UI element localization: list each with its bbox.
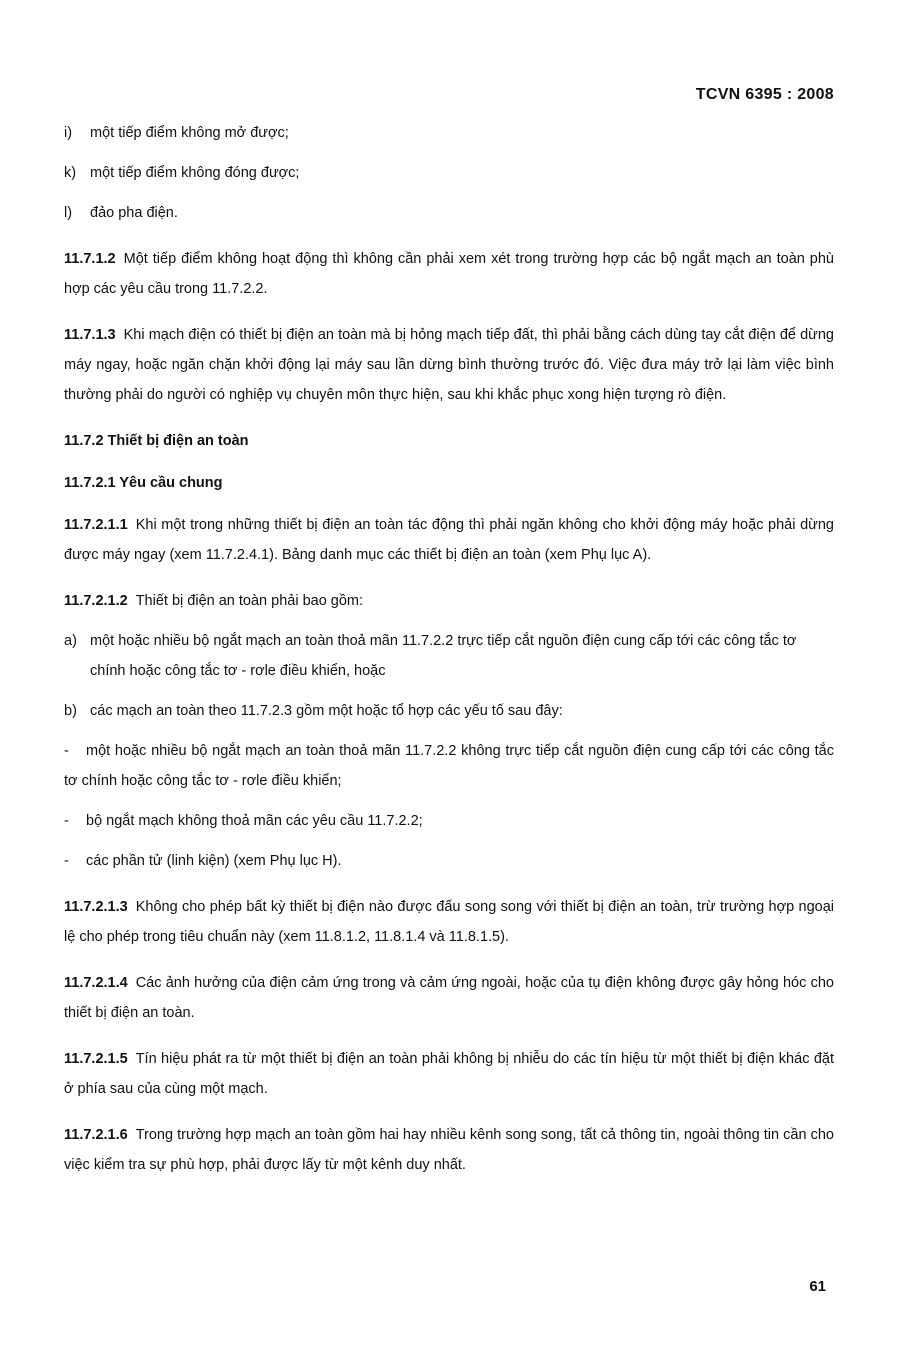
- clause-text: Không cho phép bất kỳ thiết bị điện nào được đấu song song với thiết bị điện an toàn, trừ trường hợp ngoại lệ cho phép trong tiêu chuẩn này (xem 11.8.1.2, 11.8.1.4 và 11.8.1.5).: [64, 899, 834, 945]
- clause-11-7-1-2: [64, 244, 834, 304]
- clause-11-7-2-1-3: [64, 892, 834, 952]
- list-item-text: các mạch an toàn theo 11.7.2.3 gồm một hoặc tổ hợp các yếu tố sau đây:: [90, 703, 563, 719]
- list-marker: b): [64, 703, 77, 719]
- clause-11-7-2-1-6: [64, 1120, 834, 1180]
- clause-number: 11.7.2.1.3: [64, 899, 128, 915]
- section-heading: 11.7.2 Thiết bị điện an toàn: [64, 433, 249, 449]
- dash-item-text: một hoặc nhiều bộ ngắt mạch an toàn thoả mãn 11.7.2.2 không trực tiếp cắt nguồn điện cung cấp tới các công tắc tơ chính hoặc công tắc tơ - rơle điều khiển;: [64, 743, 834, 789]
- clause-number: 11.7.2.1.5: [64, 1051, 128, 1067]
- dash-list-item: [64, 846, 834, 876]
- clause-text: Một tiếp điểm không hoạt động thì không cần phải xem xét trong trường hợp các bộ ngắt mạch an toàn phù hợp các yêu cầu trong 11.7.2.2.: [64, 251, 834, 297]
- page-number: 61: [809, 1278, 826, 1295]
- list-item: [64, 158, 834, 188]
- subsection-heading: 11.7.2.1 Yêu cầu chung: [64, 475, 223, 491]
- clause-11-7-1-3: [64, 320, 834, 410]
- list-item-text: một tiếp điểm không mở được;: [90, 125, 289, 141]
- clause-number: 11.7.2.1.1: [64, 517, 128, 533]
- dash-marker: -: [64, 743, 69, 759]
- clause-11-7-2-1-4: [64, 968, 834, 1028]
- list-item: [64, 696, 834, 726]
- dash-marker: -: [64, 813, 69, 829]
- clause-text: Trong trường hợp mạch an toàn gồm hai hay nhiều kênh song song, tất cả thông tin, ngoài thông tin cần cho việc kiểm tra sự phù hợp, phải được lấy từ một kênh duy nhất.: [64, 1127, 834, 1173]
- list-marker: i): [64, 125, 73, 141]
- clause-text: Thiết bị điện an toàn phải bao gồm:: [135, 593, 364, 609]
- list-marker: l): [64, 205, 73, 221]
- list-item: [64, 118, 834, 148]
- dash-item-text: bộ ngắt mạch không thoả mãn các yêu cầu 11.7.2.2;: [86, 813, 423, 829]
- clause-number: 11.7.2.1.2: [64, 593, 128, 609]
- clause-number: 11.7.2.1.4: [64, 975, 128, 991]
- standard-code-header: TCVN 6395 : 2008: [695, 86, 834, 103]
- clause-text: Khi một trong những thiết bị điện an toàn tác động thì phải ngăn không cho khởi động máy hoặc phải dừng được máy ngay (xem 11.7.2.4.1). Bảng danh mục các thiết bị điện an toàn (xem Phụ lục A).: [64, 517, 834, 563]
- dash-item-text: các phần tử (linh kiện) (xem Phụ lục H).: [86, 853, 342, 869]
- list-marker: k): [64, 165, 77, 181]
- list-item: [64, 198, 834, 228]
- clause-number: 11.7.1.2: [64, 251, 116, 267]
- clause-number: 11.7.2.1.6: [64, 1127, 128, 1143]
- list-marker: a): [64, 633, 77, 649]
- clause-text: Các ảnh hưởng của điện cảm ứng trong và cảm ứng ngoài, hoặc của tụ điện không được gây hỏng hóc cho thiết bị điện an toàn.: [64, 975, 834, 1021]
- clause-text: Tín hiệu phát ra từ một thiết bị điện an toàn phải không bị nhiễu do các tín hiệu từ một thiết bị điện khác đặt ở phía sau của cùng một mạch.: [64, 1051, 834, 1097]
- dash-list-item: [64, 806, 834, 836]
- list-item-text: một hoặc nhiều bộ ngắt mạch an toàn thoả mãn 11.7.2.2 trực tiếp cắt nguồn điện cung cấp tới các công tắc tơ chính hoặc công tắc tơ - rơle điều khiển, hoặc: [90, 633, 797, 679]
- dash-list-item: [64, 736, 834, 796]
- clause-11-7-2-1-1: [64, 510, 834, 570]
- list-item-text: đảo pha điện.: [90, 205, 178, 221]
- list-item-text: một tiếp điểm không đóng được;: [90, 165, 300, 181]
- clause-11-7-2-1-5: [64, 1044, 834, 1104]
- clause-11-7-2-1-2: [64, 586, 834, 616]
- dash-marker: -: [64, 853, 69, 869]
- clause-text: Khi mạch điện có thiết bị điện an toàn mà bị hỏng mạch tiếp đất, thì phải bằng cách dùng tay cắt điện để dừng máy ngay, hoặc ngăn chặn khởi động lại máy sau lần dừng bình thường trước đó. Việc đưa máy trở lại làm việc bình thường phải do người có nghiệp vụ chuyên môn thực hiện, sau khi khắc phục xong hiện tượng rò điện.: [64, 327, 834, 403]
- list-item: [64, 626, 834, 686]
- document-body: [64, 118, 834, 1196]
- clause-number: 11.7.1.3: [64, 327, 116, 343]
